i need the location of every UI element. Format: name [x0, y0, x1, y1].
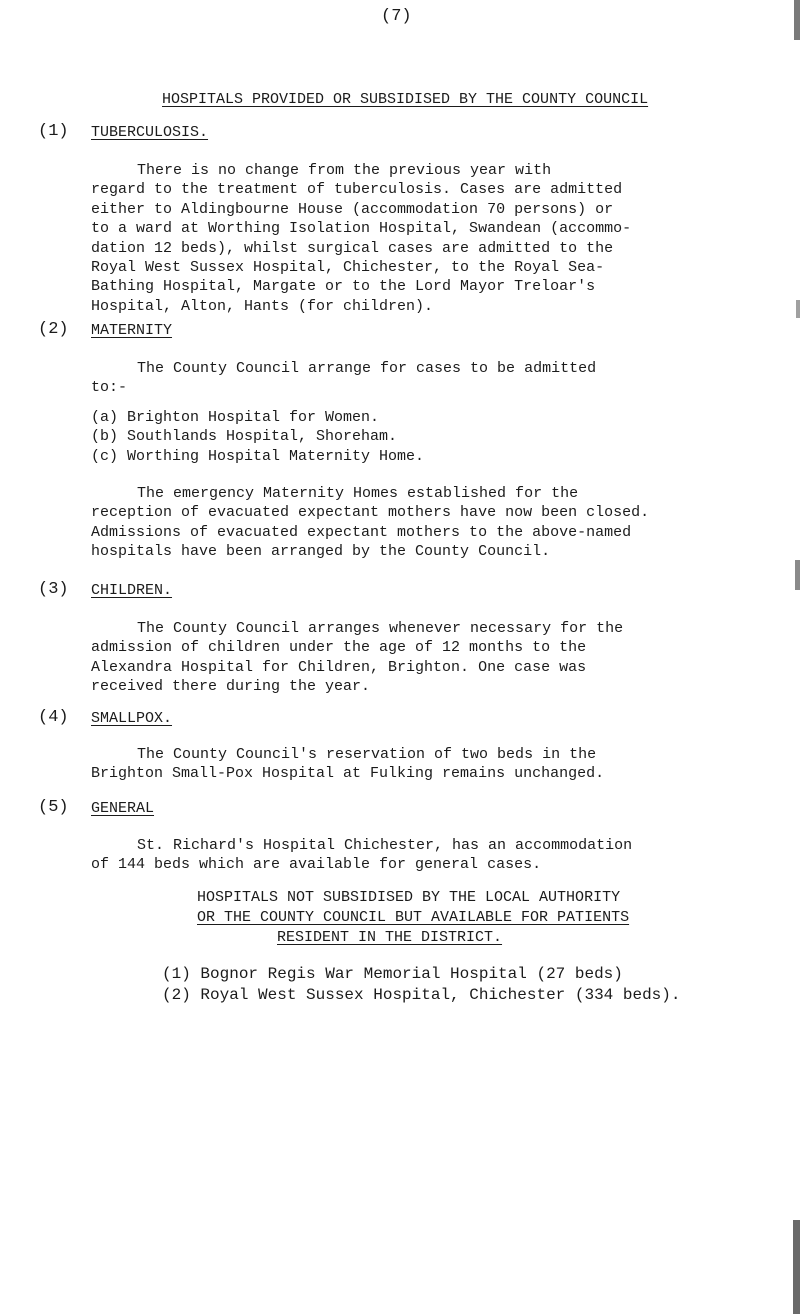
text-line: There is no change from the previous year with	[137, 162, 552, 179]
other-hospitals-list	[162, 964, 680, 1006]
scan-edge-mark	[795, 560, 800, 590]
text-line: St. Richard's Hospital Chichester, has an accommodation	[137, 837, 633, 854]
text-line: received there during the year.	[91, 678, 371, 696]
maternity-paragraph	[91, 484, 649, 562]
text-line: to:-	[91, 379, 128, 397]
list-item: (2) Royal West Sussex Hospital, Chichester (334 beds).	[162, 986, 681, 1004]
tuberculosis-paragraph	[91, 161, 631, 316]
page-title: HOSPITALS PROVIDED OR SUBSIDISED BY THE COUNTY COUNCIL	[162, 91, 649, 108]
general-paragraph	[91, 836, 632, 875]
subheading-line: RESIDENT IN THE DISTRICT.	[277, 929, 503, 946]
section-number: (4)	[38, 708, 69, 727]
section-number: (1)	[38, 122, 69, 141]
list-item: (c) Worthing Hospital Maternity Home.	[91, 447, 425, 465]
text-line: reception of evacuated expectant mothers have now been closed.	[91, 504, 650, 522]
text-line: regard to the treatment of tuberculosis. Cases are admitted	[91, 181, 623, 199]
section-number: (5)	[38, 798, 69, 817]
section-number: (3)	[38, 580, 69, 599]
section-number: (2)	[38, 320, 69, 339]
subheading-line: HOSPITALS NOT SUBSIDISED BY THE LOCAL AUTHORITY	[197, 889, 621, 906]
text-line: Brighton Small-Pox Hospital at Fulking remains unchanged.	[91, 765, 605, 783]
text-line: of 144 beds which are available for general cases.	[91, 856, 542, 874]
section-title-tuberculosis: TUBERCULOSIS.	[91, 124, 209, 141]
text-line: Royal West Sussex Hospital, Chichester, to the Royal Sea-	[91, 259, 605, 277]
page-number: (7)	[381, 7, 412, 26]
scan-edge-mark	[793, 1220, 800, 1314]
section-title-general: GENERAL	[91, 800, 155, 817]
smallpox-paragraph	[91, 745, 604, 784]
text-line: Bathing Hospital, Margate or to the Lord Mayor Treloar's	[91, 278, 596, 296]
subheading-line: OR THE COUNTY COUNCIL BUT AVAILABLE FOR PATIENTS	[197, 909, 630, 926]
text-line: admission of children under the age of 12 months to the	[91, 639, 587, 657]
children-paragraph	[91, 619, 623, 697]
text-line: The County Council's reservation of two beds in the	[137, 746, 597, 763]
text-line: Hospital, Alton, Hants (for children).	[91, 297, 434, 315]
text-line: The County Council arranges whenever necessary for the	[137, 620, 624, 637]
scan-edge-mark	[794, 0, 800, 40]
text-line: The County Council arrange for cases to be admitted	[137, 360, 597, 377]
scan-edge-mark	[796, 300, 800, 318]
text-line: dation 12 beds), whilst surgical cases are admitted to the	[91, 239, 614, 257]
maternity-intro	[91, 359, 596, 398]
list-item: (a) Brighton Hospital for Women.	[91, 409, 380, 426]
text-line: Alexandra Hospital for Children, Brighton. One case was	[91, 658, 587, 676]
text-line: to a ward at Worthing Isolation Hospital, Swandean (accommo-	[91, 220, 632, 238]
list-item: (1) Bognor Regis War Memorial Hospital (27 beds)	[162, 965, 623, 983]
maternity-hospital-list	[91, 408, 424, 466]
list-item: (b) Southlands Hospital, Shoreham.	[91, 428, 398, 446]
section-title-smallpox: SMALLPOX.	[91, 710, 173, 727]
section-title-maternity: MATERNITY	[91, 322, 173, 339]
text-line: Admissions of evacuated expectant mothers to the above-named	[91, 523, 632, 541]
text-line: hospitals have been arranged by the County Council.	[91, 543, 551, 561]
section-title-children: CHILDREN.	[91, 582, 173, 599]
text-line: The emergency Maternity Homes established for the	[137, 485, 579, 502]
text-line: either to Aldingbourne House (accommodation 70 persons) or	[91, 200, 614, 218]
